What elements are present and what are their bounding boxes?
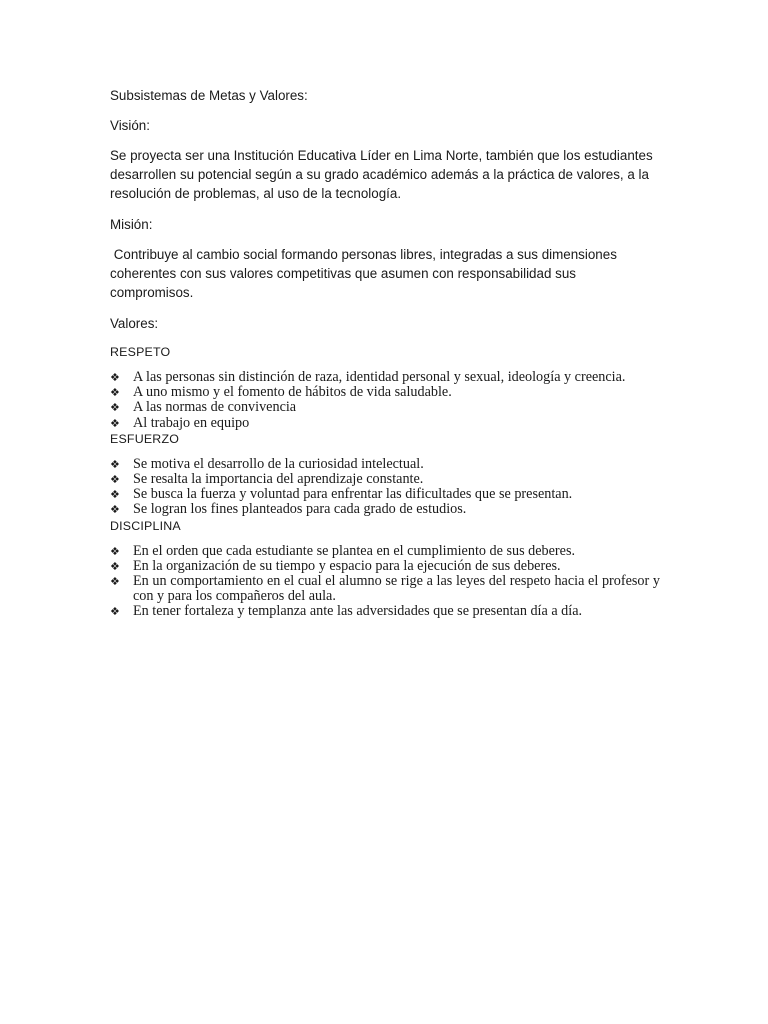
list-disciplina (110, 544, 660, 620)
vision-label: Visión: (110, 118, 150, 133)
vision-text: Se proyecta ser una Institución Educativa Líder en Lima Norte, también que los estudiantes desarrollen su potencial según a su grado académico además a la práctica de valores, a la resolución de problemas, al uso de la tecnología. (110, 148, 653, 201)
list-item (110, 502, 660, 517)
mision-text: Contribuye al cambio social formando personas libres, integradas a sus dimensiones coherentes con sus valores competitivas que asumen con responsabilidad sus compromisos. (110, 247, 621, 300)
diamond-bullet-icon: ❖ (110, 457, 120, 471)
list-item (110, 472, 660, 487)
section-title-esfuerzo: ESFUERZO (110, 431, 180, 446)
list-item (110, 544, 660, 559)
list-item (110, 604, 660, 619)
section-title-disciplina: DISCIPLINA (110, 518, 181, 533)
diamond-bullet-icon: ❖ (110, 605, 120, 619)
diamond-bullet-icon: ❖ (110, 559, 120, 573)
list-item (110, 370, 660, 385)
list-item (110, 487, 660, 502)
document-heading: Subsistemas de Metas y Valores: (110, 88, 308, 103)
list-item-text: Se logran los fines planteados para cada grado de estudios. (133, 501, 467, 518)
section-title-respeto: RESPETO (110, 345, 171, 359)
list-item-text: En tener fortaleza y templanza ante las adversidades que se presentan día a día. (133, 603, 583, 620)
diamond-bullet-icon: ❖ (110, 473, 120, 487)
diamond-bullet-icon: ❖ (110, 386, 120, 400)
diamond-bullet-icon: ❖ (110, 371, 120, 384)
list-item (110, 385, 660, 400)
list-item-text: En el orden que cada estudiante se plantea en el cumplimiento de sus deberes. (133, 542, 576, 559)
list-respeto (110, 370, 660, 431)
list-item-text: A las normas de convivencia (133, 399, 297, 416)
list-item (110, 457, 660, 472)
diamond-bullet-icon: ❖ (110, 401, 120, 415)
diamond-bullet-icon: ❖ (110, 416, 120, 430)
list-item-text: Se motiva el desarrollo de la curiosidad intelectual. (133, 455, 424, 472)
list-item-text: En un comportamiento en el cual el alumno se rige a las leyes del respeto hacia el profesor y con y para los compañeros del aula. (133, 573, 660, 605)
list-item-text: Se resalta la importancia del aprendizaje constante. (133, 471, 424, 488)
mision-label: Misión: (110, 217, 153, 232)
diamond-bullet-icon: ❖ (110, 503, 120, 517)
list-item (110, 416, 660, 431)
list-item (110, 400, 660, 415)
diamond-bullet-icon: ❖ (110, 575, 120, 589)
diamond-bullet-icon: ❖ (110, 488, 120, 502)
list-item-text: En la organización de su tiempo y espacio para la ejecución de sus deberes. (133, 557, 561, 574)
list-item-text: Al trabajo en equipo (133, 414, 250, 431)
document-content (110, 86, 660, 620)
list-item (110, 574, 660, 604)
list-item-text: A las personas sin distinción de raza, identidad personal y sexual, ideología y creencia. (133, 369, 626, 385)
valores-label: Valores: (110, 316, 159, 331)
list-item-text: Se busca la fuerza y voluntad para enfrentar las dificultades que se presentan. (133, 486, 573, 503)
list-item (110, 559, 660, 574)
diamond-bullet-icon: ❖ (110, 544, 120, 558)
list-item-text: A uno mismo y el fomento de hábitos de vida saludable. (133, 384, 452, 401)
list-esfuerzo (110, 457, 660, 518)
